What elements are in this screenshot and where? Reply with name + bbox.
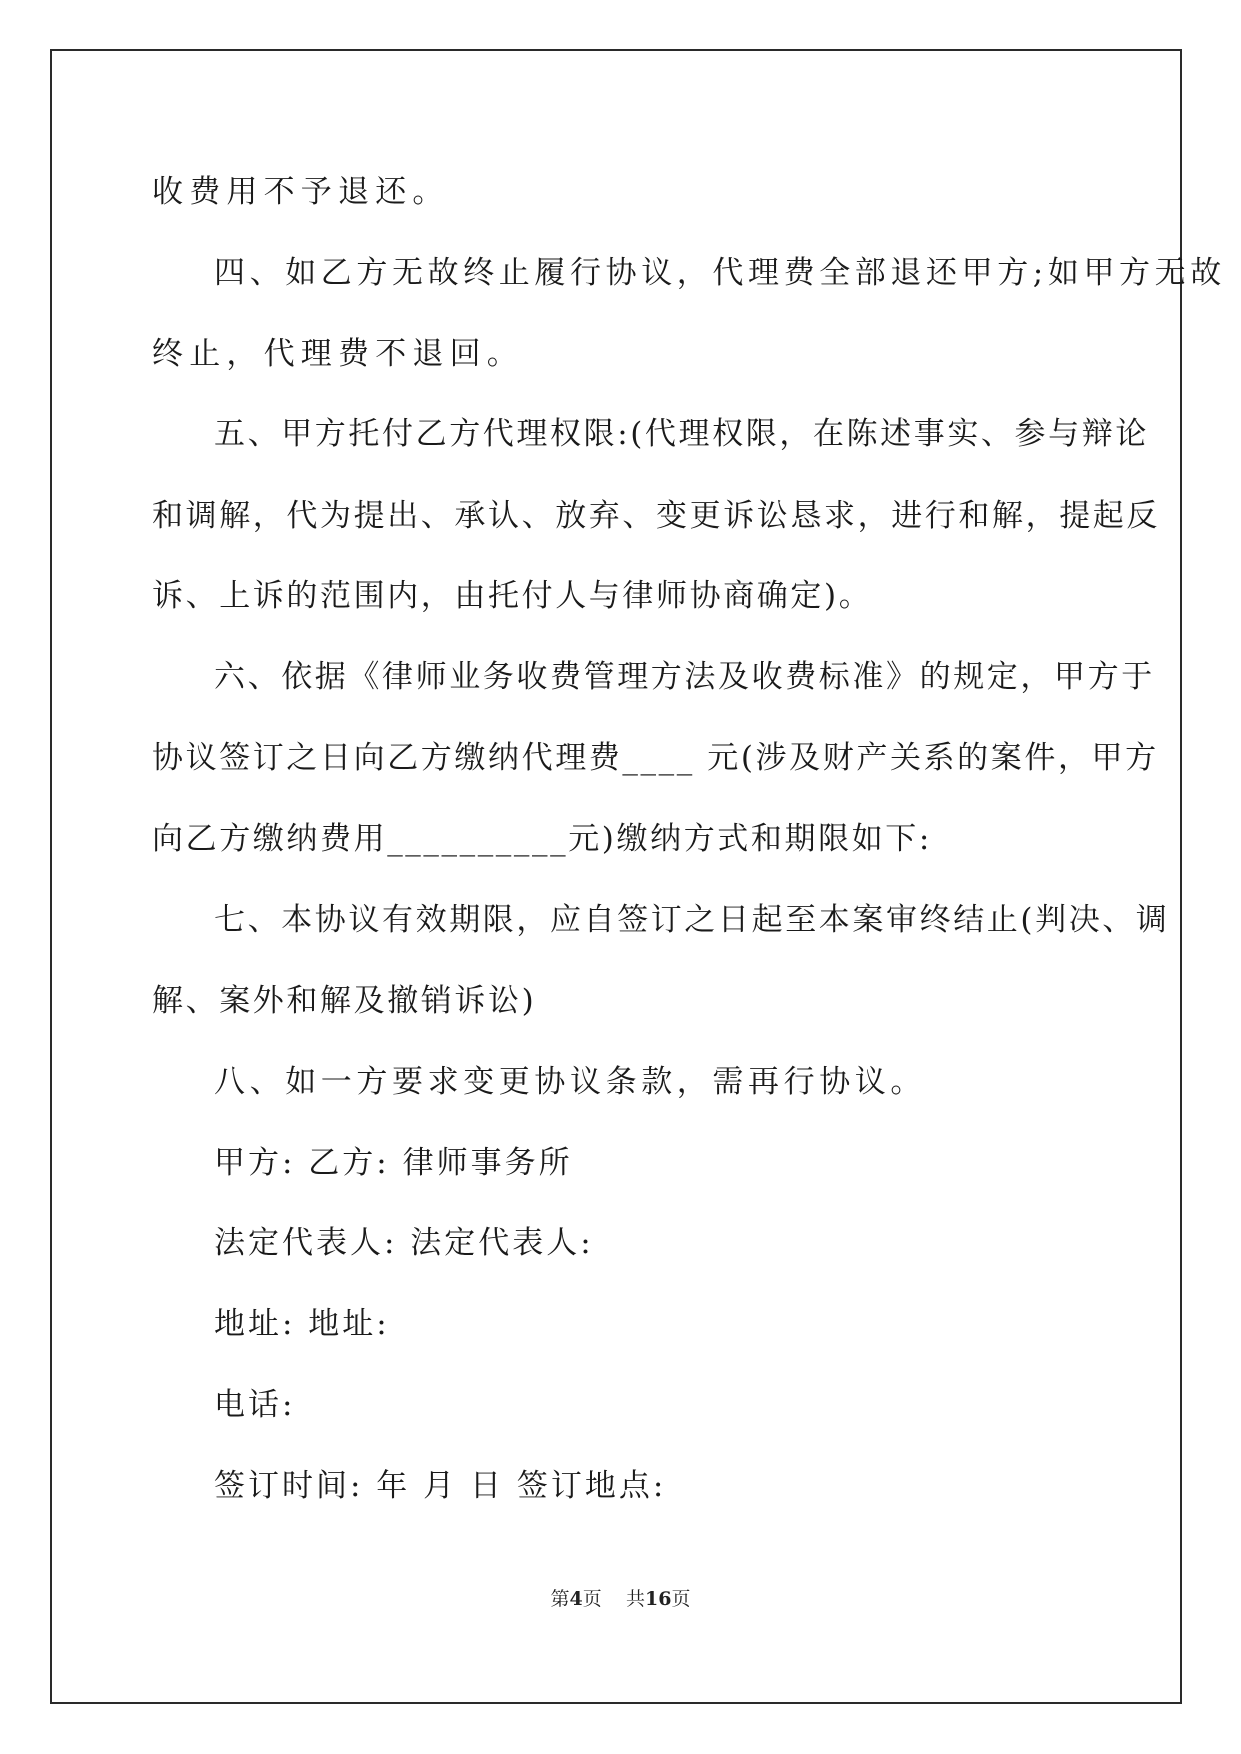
page-footer <box>0 1587 1241 1611</box>
signature-address-line: 地址: 地址: <box>214 1306 390 1342</box>
signature-date-line: 签订时间: 年 月 日 签订地点: <box>214 1468 667 1504</box>
page-frame <box>50 49 1182 1704</box>
footer-total-pages: 16 <box>644 1588 672 1610</box>
footer-total-unit: 页 <box>671 1588 691 1610</box>
footer-page-unit: 页 <box>582 1588 602 1610</box>
signature-phone-line: 电话: <box>214 1387 296 1423</box>
footer-total-prefix: 共 <box>625 1588 645 1610</box>
text-line-10: 七、本协议有效期限，应自签订之日起至本案审终结止(判决、调 <box>214 902 1170 938</box>
text-line-2: 四、如乙方无故终止履行协议，代理费全部退还甲方;如甲方无故 <box>214 255 1226 291</box>
footer-page-prefix: 第 <box>550 1588 570 1610</box>
text-line-4: 五、甲方托付乙方代理权限:(代理权限，在陈述事实、参与辩论 <box>214 416 1149 452</box>
text-line-8: 协议签订之日向乙方缴纳代理费____ 元(涉及财产关系的案件，甲方 <box>152 740 1159 776</box>
text-line-6: 诉、上诉的范围内，由托付人与律师协商确定)。 <box>152 578 873 614</box>
text-line-9: 向乙方缴纳费用__________元)缴纳方式和期限如下: <box>152 821 932 857</box>
signature-party-line: 甲方: 乙方: 律师事务所 <box>214 1145 573 1181</box>
text-line-12: 八、如一方要求变更协议条款，需再行协议。 <box>214 1064 926 1100</box>
text-line-7: 六、依据《律师业务收费管理方法及收费标准》的规定，甲方于 <box>214 659 1155 695</box>
footer-page-number: 4 <box>569 1588 583 1610</box>
text-line-3: 终止，代理费不退回。 <box>152 336 524 372</box>
text-line-11: 解、案外和解及撤销诉讼) <box>152 983 537 1019</box>
text-line-5: 和调解，代为提出、承认、放弃、变更诉讼恳求，进行和解，提起反 <box>152 498 1160 534</box>
text-line-1: 收费用不予退还。 <box>152 174 450 210</box>
signature-representative-line: 法定代表人: 法定代表人: <box>214 1225 594 1261</box>
